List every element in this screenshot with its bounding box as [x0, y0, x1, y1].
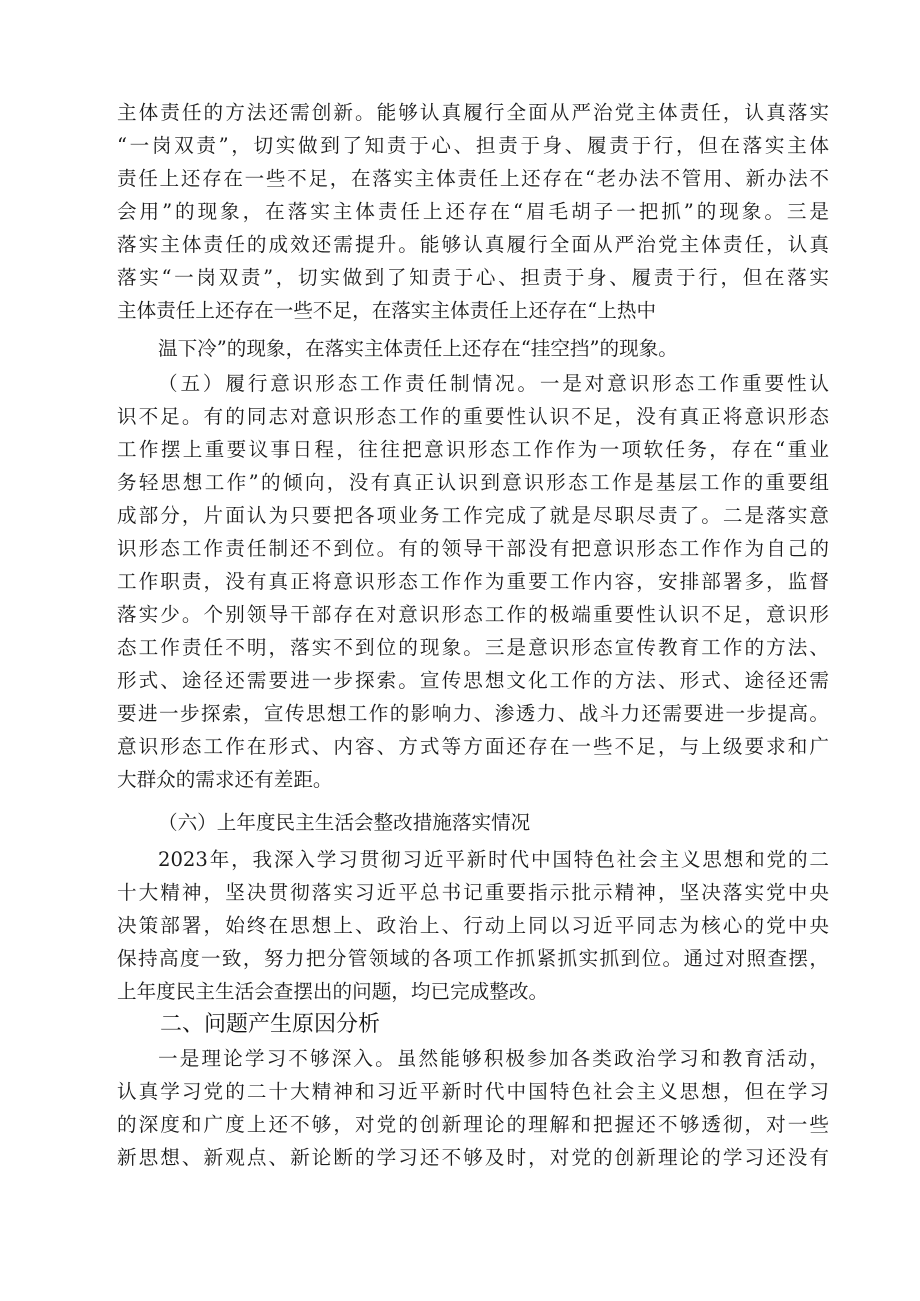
- paragraph-line: 的深度和广度上还不够，对党的创新理论的理解和把握还不够透彻，对一些: [117, 1113, 829, 1136]
- paragraph-line: 主体责任上还存在一些不足，在落实主体责任上还存在“上热中: [117, 299, 657, 322]
- paragraph-line: 上年度民主生活会查摆出的问题，均已完成整改。: [117, 980, 549, 1003]
- paragraph-line: 决策部署，始终在思想上、政治上、行动上同以习近平同志为核心的党中央: [117, 914, 829, 937]
- paragraph-line: 温下冷”的现象，在落实主体责任上还存在“挂空挡”的现象。: [158, 337, 678, 360]
- section-6-first-line: 2023年，我深入学习贯彻习近平新时代中国特色社会主义思想和党的二: [158, 848, 829, 871]
- section-6-title: （六）上年度民主生活会整改措施落实情况: [158, 811, 531, 834]
- section-heading: 二、问题产生原因分析: [160, 1012, 381, 1037]
- paragraph-line: “一岗双责”，切实做到了知责于心、担责于身、履责于行，但在落实主体: [117, 134, 829, 157]
- paragraph-line: 会用”的现象，在落实主体责任上还存在“眉毛胡子一把抓”的现象。三是: [117, 200, 829, 223]
- paragraph-line: 新思想、新观点、新论断的学习还不够及时，对党的创新理论的学习还没有: [117, 1146, 829, 1169]
- section-5-first-line: （五）履行意识形态工作责任制情况。一是对意识形态工作重要性认: [158, 372, 829, 395]
- paragraph-line: 落实“一岗双责”，切实做到了知责于心、担责于身、履责于行，但在落实: [117, 266, 829, 289]
- paragraph-line: 落实少。个别领导干部存在对意识形态工作的极端重要性认识不足，意识形: [117, 603, 829, 626]
- paragraph-line: 识不足。有的同志对意识形态工作的重要性认识不足，没有真正将意识形态: [117, 405, 829, 428]
- paragraph-line: 态工作责任不明，落实不到位的现象。三是意识形态宣传教育工作的方法、: [117, 636, 829, 659]
- paragraph-line: 务轻思想工作”的倾向，没有真正认识到意识形态工作是基层工作的重要组: [117, 471, 829, 494]
- paragraph-line: 认真学习党的二十大精神和习近平新时代中国特色社会主义思想，但在学习: [117, 1080, 829, 1103]
- paragraph-line: 工作职责，没有真正将意识形态工作作为重要工作内容，安排部署多，监督: [117, 570, 829, 593]
- paragraph-line: 保持高度一致，努力把分管领域的各项工作抓紧抓实抓到位。通过对照查摆，: [117, 947, 829, 970]
- paragraph-line: 工作摆上重要议事日程，往往把意识形态工作作为一项软任务，存在“重业: [117, 438, 829, 461]
- paragraph-line: 大群众的需求还有差距。: [117, 768, 333, 791]
- paragraph-line: 十大精神，坚决贯彻落实习近平总书记重要指示批示精神，坚决落实党中央: [117, 881, 829, 904]
- paragraph-line: 形式、途径还需要进一步探索。宣传思想文化工作的方法、形式、途径还需: [117, 669, 829, 692]
- paragraph-line: 要进一步探索，宣传思想工作的影响力、渗透力、战斗力还需要进一步提高。: [117, 702, 829, 725]
- reason-first-line: 一是理论学习不够深入。虽然能够积极参加各类政治学习和教育活动，: [158, 1047, 829, 1070]
- paragraph-line: 责任上还存在一些不足，在落实主体责任上还存在“老办法不管用、新办法不: [117, 167, 829, 190]
- paragraph-line: 落实主体责任的成效还需提升。能够认真履行全面从严治党主体责任，认真: [117, 233, 829, 256]
- paragraph-line: 主体责任的方法还需创新。能够认真履行全面从严治党主体责任，认真落实: [117, 101, 829, 124]
- paragraph-line: 成部分，片面认为只要把各项业务工作完成了就是尽职尽责了。二是落实意: [117, 504, 829, 527]
- paragraph-line: 识形态工作责任制还不到位。有的领导干部没有把意识形态工作作为自己的: [117, 537, 829, 560]
- paragraph-line: 意识形态工作在形式、内容、方式等方面还存在一些不足，与上级要求和广: [117, 735, 829, 758]
